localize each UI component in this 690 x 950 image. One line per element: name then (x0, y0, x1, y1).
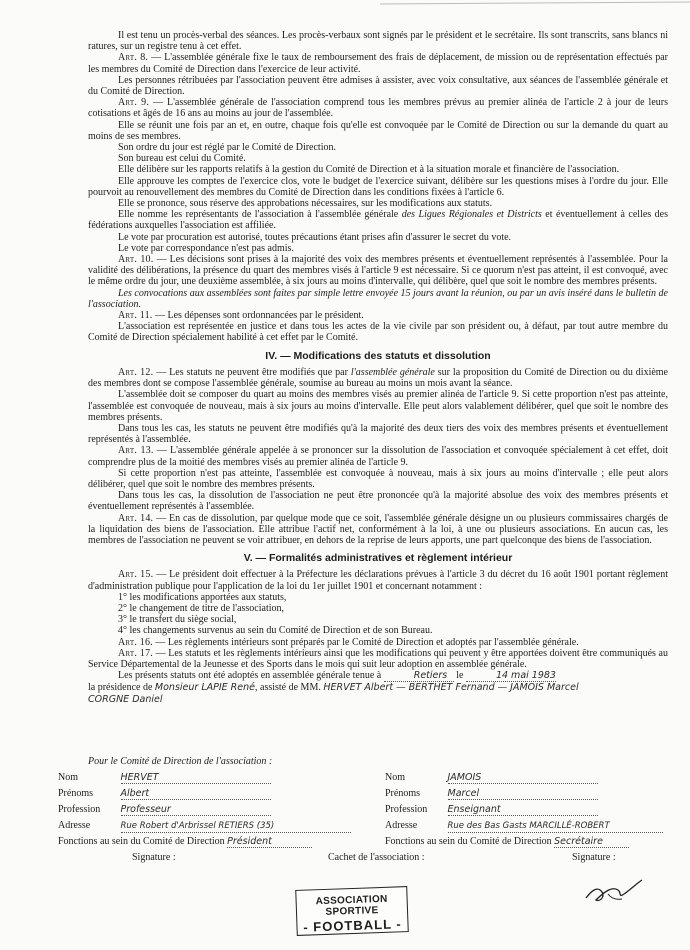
adoption-presidency: la présidence de Monsieur LAPIE René, assisté de MM. HERVET Albert — BERTHET Fernand — JAMOIS Marcel (88, 682, 579, 694)
article-11-b: L'association est représentée en justice et dans tous les actes de la vie civile par son président ou, à défaut, par tout autre membre du Comité de Direction spécialement habilité à cet effet par le Comité. (88, 321, 668, 344)
statutes-text (88, 30, 668, 705)
left-signature-label: Signature : (132, 852, 176, 863)
article-13-b: Si cette proportion n'est pas atteinte, l'assemblée est convoquée à nouveau, mais à six jours au moins d'intervalle ; elle peut alors délibérer, quel que soit le nombre des membres présents. (88, 467, 668, 490)
stamp-line-2: - FOOTBALL - (303, 916, 402, 936)
right-nom: JAMOIS (448, 772, 598, 784)
left-prenoms-row: Prénoms Albert (58, 788, 271, 800)
article-14: Art. 14. — En cas de dissolution, par quelque mode que ce soit, l'assemblée générale désigne un ou plusieurs commissaires chargés de la liquidation des biens de l'association. Elle attribue l'actif net, conformément à la loi, à une ou plusieurs associations. En aucun cas, les membres de l'association ne peuvent se voir attribuer, en dehors de la reprise de leurs apports, une part quelconque des biens de l'association. (88, 512, 668, 546)
president-name: Monsieur LAPIE René (154, 682, 255, 694)
stamp-line-1: ASSOCIATION SPORTIVE (315, 893, 388, 919)
article-13-c: Dans tous les cas, la dissolution de l'association ne peut être prononcée qu'à la majorité absolue des voix des membres présents et éventuellement représentés à l'assemblée. (88, 490, 668, 513)
assistants-names: HERVET Albert — BERTHET Fernand — JAMOIS Marcel (323, 682, 579, 694)
left-profession-row: Profession Professeur (58, 804, 271, 816)
article-9-e: Elle délibère sur les rapports relatifs à la gestion du Comité de Direction et à la situation morale et financière de l'association. (118, 164, 620, 176)
left-fonction-row: Fonctions au sein du Comité de Direction Président (58, 836, 312, 848)
right-fonction-row: Fonctions au sein du Comité de Direction Secrétaire (385, 836, 629, 848)
article-10-b: Les convocations aux assemblées sont faites par simple lettre envoyée 15 jours avant la réunion, ou par un avis inséré dans le bulletin de l'association. (88, 287, 668, 310)
article-9-b: Elle se réunit une fois par an et, en outre, chaque fois qu'elle est convoquée par le Comité de Direction ou sur la demande du quart au moins de ses membres. (88, 119, 668, 142)
handwritten-signature-icon (578, 872, 648, 908)
article-15: Art. 15. — Le président doit effectuer à la Préfecture les déclarations prévues à l'article 3 du décret du 16 août 1901 portant règlement d'administration publique pour l'application de la loi du 1er juillet 1901 et concernant notamment : (88, 569, 668, 592)
article-9-h: Elle nomme les représentants de l'association à l'assemblée générale des Ligues Régionales et Districts et éventuellement à celles des fédérations auxquelles l'association est affiliée. (88, 209, 669, 232)
left-adresse: Rue Robert d'Arbrissel RETIERS (35) (121, 821, 351, 833)
right-adresse: Rue des Bas Gasts MARCILLÉ-ROBERT (448, 821, 663, 833)
article-12: Art. 12. — Les statuts ne peuvent être modifiés que par l'assemblée générale sur la proposition du Comité de Direction ou du dixième des membres dont se compose l'assemblée générale, soumise au bureau au moins un mois avant la séance. (88, 366, 668, 390)
article-11: Art. 11. — Les dépenses sont ordonnancées par le président. (118, 310, 364, 322)
right-signature-label: Signature : (572, 852, 616, 863)
adoption-place: Retiers (384, 670, 454, 682)
left-fonction: Président (227, 836, 312, 848)
association-stamp (295, 886, 409, 936)
list-item: 4° les changements survenus au sein du Comité de Direction et de son Bureau. (118, 625, 433, 637)
page-top-shadow (0, 0, 690, 18)
adoption-assistants-2: CORGNE Daniel (88, 693, 163, 705)
right-fonction: Secrétaire (554, 836, 629, 848)
article-12-c: Dans tous les cas, les statuts ne peuvent être modifiés qu'à la majorité des deux tiers des voix des membres présents et éventuellement représentés à l'assemblée. (88, 422, 668, 446)
adoption-date: 14 mai 1983 (466, 670, 556, 682)
article-16: Art. 16. — Les règlements intérieurs sont préparés par le Comité de Direction et adoptés par l'assemblée générale. (118, 636, 579, 648)
list-item: 1° les modifications apportées aux statuts, (118, 591, 287, 603)
section-heading-iv: IV. — Modifications des statuts et dissolution (265, 349, 491, 362)
article-9-g: Elle se prononce, sous réserve des approbations nécessaires, sur les modifications aux statuts. (118, 198, 493, 210)
list-item: 3° le transfert du siège social, (118, 614, 237, 626)
article-9-j: Le vote par correspondance n'est pas admis. (118, 242, 294, 254)
left-nom-row: Nom HERVET (58, 772, 271, 784)
left-prenoms: Albert (121, 788, 271, 800)
right-profession-row: Profession Enseignant (385, 804, 598, 816)
section-heading-v: V. — Formalités administratives et règlement intérieur (243, 552, 513, 565)
article-9-f: Elle approuve les comptes de l'exercice clos, vote le budget de l'exercice suivant, délibère sur les questions mises à l'ordre du jour. Elle pourvoit au renouvellement des membres du Comité de Direction dans les conditions fixées à l'article 6. (88, 175, 668, 198)
cachet-label: Cachet de l'association : (328, 852, 425, 863)
article-17: Art. 17. — Les statuts et les règlements intérieurs ainsi que les modifications qui peuvent y être apportées doivent être communiqués au Service Départemental de la Jeunesse et des Sports dans le mois qui suit leur adoption en assemblée générale. (88, 647, 668, 670)
right-profession: Enseignant (448, 804, 598, 816)
right-nom-row: Nom JAMOIS (385, 772, 598, 784)
list-item: 2° le changement de titre de l'association, (118, 602, 285, 614)
article-13: Art. 13. — L'assemblée générale appelée à se prononcer sur la dissolution de l'association et convoquée spécialement à cet effet, doit comprendre plus de la moitié des membres visés au premier alinéa de l'article 9. (88, 445, 668, 468)
committee-title: Pour le Comité de Direction de l'association : (88, 756, 273, 767)
right-adresse-row: Adresse Rue des Bas Gasts MARCILLÉ-ROBERT (385, 820, 663, 833)
adoption-statement: Les présents statuts ont été adoptés en assemblée générale tenue à Retiers le 14 mai 1983 (118, 670, 556, 682)
article-8: Art. 8. — L'assemblée générale fixe le taux de remboursement des frais de déplacement, de mission ou de représentation effectués par les membres du Comité de Direction dans l'exercice de leur activité. (88, 52, 669, 75)
article-9-d: Son bureau est celui du Comité. (118, 153, 246, 165)
article-10: Art. 10. — Les décisions sont prises à la majorité des voix des membres présents et éventuellement représentés à l'assemblée. Pour la validité des délibérations, la présence du quart des membres visés à l'article 9 est nécessaire. Si ce quorum n'est pas atteint, il est convoqué, avec le même ordre du jour, une deuxième assemblée, à six jours au moins d'intervalle, qui délibère, quel que soit le nombre des membres présents. (88, 254, 668, 288)
article-12-b: L'assemblée doit se composer du quart au moins des membres visés au premier alinéa de l'article 9. Si cette proportion n'est pas atteinte, l'assemblée est convoquée de nouveau, mais à six jours au moins d'intervalle. Elle peut alors valablement délibérer, quel que soit le nombre des membres présents. (88, 389, 668, 423)
left-nom: HERVET (121, 772, 271, 784)
article-9-c: Son ordre du jour est réglé par le Comité de Direction. (118, 142, 336, 154)
intro-paragraph: Il est tenu un procès-verbal des séances. Les procès-verbaux sont signés par le président et le secrétaire. Ils sont transcrits, sans blancs ni ratures, sur un registre tenu à cet effet. (88, 30, 668, 53)
article-8-b: Les personnes rétribuées par l'association peuvent être admises à assister, avec voix consultative, aux séances de l'assemblée générale et du Comité de Direction. (88, 74, 668, 98)
article-15-list (88, 592, 668, 637)
right-prenoms-row: Prénoms Marcel (385, 788, 598, 800)
left-profession: Professeur (121, 804, 271, 816)
right-prenoms: Marcel (448, 788, 598, 800)
left-adresse-row: Adresse Rue Robert d'Arbrissel RETIERS (35) (58, 820, 351, 833)
article-9: Art. 9. — L'assemblée générale de l'association comprend tous les membres prévus au premier alinéa de l'article 2 à jour de leurs cotisations et âgés de 16 ans au moins au jour de l'assemblée. (88, 97, 668, 120)
article-9-i: Le vote par procuration est autorisé, toutes précautions étant prises afin d'assurer le secret du vote. (118, 231, 512, 243)
